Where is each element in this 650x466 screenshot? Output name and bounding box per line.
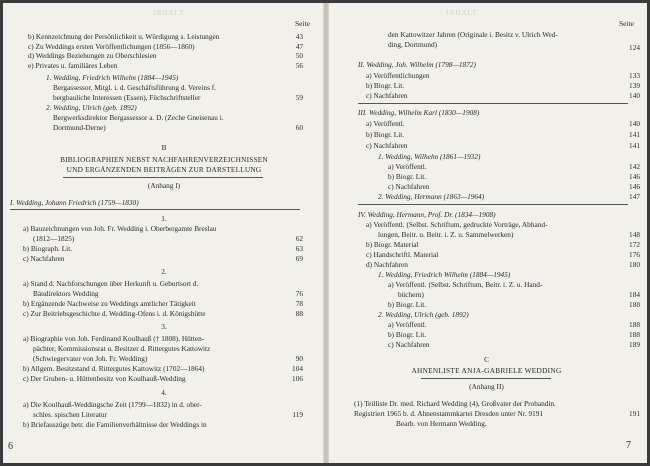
toc-entry: 1. Wedding, Friedrich Wilhelm (1884—1945) (46, 73, 179, 82)
toc-page-number: 59 (295, 93, 303, 102)
toc-entry: büchern) (398, 290, 424, 299)
toc-entry: d) Weddings Beziehungen zu Oberschlesien (28, 51, 157, 60)
toc-page-number: 176 (629, 250, 640, 259)
subsection-number: 3. (161, 322, 167, 331)
toc-entry: b) Biogr. Lit. (388, 300, 427, 309)
toc-entry: a) Biographie von Joh. Ferdinand Koulhauß († 1808). Hütten- (23, 334, 205, 343)
toc-entry: a) Veröffentl. (Selbst. Schriftum, Beitr. i. Z. u. Hand- (388, 280, 543, 289)
toc-entry: schles. spischen Literatur (33, 410, 107, 419)
divider (63, 177, 263, 178)
toc-page-number: 172 (629, 240, 640, 249)
toc-entry: b) Biogr. Lit. (388, 330, 427, 339)
toc-entry: 1. Wedding, Wilhelm (1861—1932) (378, 152, 481, 161)
toc-page-number: 147 (629, 192, 640, 201)
toc-entry: den Kattowitzer Jahren (Originale i. Besitz v. Ulrich Wed- (388, 30, 558, 39)
toc-page-number: 43 (295, 32, 303, 41)
toc-entry: c) Nachfahren (366, 91, 408, 100)
toc-page-number: 188 (629, 300, 640, 309)
toc-page-number: 188 (629, 320, 640, 329)
toc-entry: c) Der Gruben- u. Hüttenbesitz von Koulhauß-Wedding (23, 374, 186, 383)
toc-entry: a) Veröffentl. (388, 162, 427, 171)
divider (421, 378, 551, 379)
toc-entry: a) Veröffentl. (Selbst. Schriftum, gedruckte Vorträge, Abhand- (366, 220, 548, 229)
toc-entry: Dortmund-Derne) (53, 123, 106, 132)
divider (358, 103, 628, 104)
toc-entry: b) Biogr. Lit. (366, 130, 405, 139)
page-number: 7 (626, 440, 631, 451)
toc-entry: c) Zu Weddings ersten Veröffentlichungen (1856—1860) (28, 42, 195, 51)
subsection-number: 1. (161, 214, 167, 223)
toc-page-number: 140 (629, 91, 640, 100)
appendix-label: (Anhang I) (147, 181, 181, 190)
toc-page-number: 141 (629, 141, 640, 150)
divider (358, 204, 628, 205)
toc-entry: Registriert 1965 b. d. Ahnenstammkartei Dresden unter Nr. 9191 (354, 409, 544, 418)
toc-page-number: 78 (295, 299, 303, 308)
toc-page-number: 146 (629, 172, 640, 181)
left-page (3, 3, 325, 463)
toc-page-number: 140 (629, 119, 640, 128)
toc-entry: III. Wedding, Wilhelm Karl (1830—1908) (358, 108, 480, 117)
toc-entry: c) Zur Beitriebsgeschichte d. Wedding-Ofens i. d. Königshütte (23, 309, 206, 318)
bleed-through-header: INHALT (153, 9, 185, 17)
toc-entry: a) Veröffentl. (366, 119, 405, 128)
subsection-number: 4. (161, 388, 167, 397)
toc-page-number: 142 (629, 162, 640, 171)
toc-entry: b) Biogr. Lit. (388, 172, 427, 181)
toc-page-number: 141 (629, 130, 640, 139)
toc-entry: a) Stand d. Nachforschungen über Herkunft u. Geburtsort d. (23, 279, 199, 288)
toc-entry: Bäudirektors Wedding (33, 289, 99, 298)
bleed-through-header: INHALT (446, 9, 478, 17)
toc-entry: c) Handschriftl. Material (366, 250, 439, 259)
toc-entry: 2. Wedding, Ulrich (geb. 1892) (378, 310, 469, 319)
toc-entry: lungen, Beitr. u. Beitr. i. Z. u. Sammelwerken) (378, 230, 514, 239)
subsection-number: 2. (161, 267, 167, 276)
toc-page-number: 148 (629, 230, 640, 239)
toc-entry: IV. Wedding, Hermann, Prof. Dr. (1834—1908) (358, 210, 496, 219)
toc-page-number: 139 (629, 81, 640, 90)
toc-entry: e) Privates u. familiäres Leben (28, 61, 118, 70)
toc-page-number: 69 (295, 254, 303, 263)
toc-page-number: 76 (295, 289, 303, 298)
toc-entry: II. Wedding, Joh. Wilhelm (1798—1872) (358, 60, 476, 69)
toc-entry: c) Nachfahren (388, 182, 430, 191)
toc-entry: (1812—1825) (33, 234, 75, 243)
toc-entry: ding, Dortmund) (388, 40, 438, 49)
appendix-label: (Anhang II) (469, 382, 504, 391)
toc-page-number: 133 (629, 71, 640, 80)
seite-label: Seite (619, 19, 634, 28)
toc-page-number: 47 (295, 42, 303, 51)
toc-page-number: 63 (295, 244, 303, 253)
toc-entry: b) Biogr. Material (366, 240, 419, 249)
toc-page-number: 191 (629, 409, 640, 418)
toc-entry: d) Nachfahren (366, 260, 408, 269)
toc-page-number: 88 (295, 309, 303, 318)
toc-page-number: 106 (292, 374, 303, 383)
toc-entry: 1. Wedding, Friedrich Wilhelm (1884—1945) (378, 270, 511, 279)
toc-entry: a) Veröffentl. (388, 320, 427, 329)
toc-entry: b) Ergänzende Nachweise zu Weddings amtlicher Tätigkeit (23, 299, 196, 308)
toc-entry: c) Nachfahren (366, 141, 408, 150)
section-heading: UND ERGÄNZENDEN BEITRÄGEN ZUR DARSTELLUNG (66, 165, 262, 174)
section-letter: C (484, 355, 489, 364)
toc-entry: b) Biogr. Lit. (366, 81, 405, 90)
toc-page-number: 189 (629, 340, 640, 349)
seite-label: Seite (295, 19, 310, 28)
toc-entry: c) Nachfahren (388, 340, 430, 349)
toc-page-number: 180 (629, 260, 640, 269)
toc-entry: Bergassessor, Mitgl. i. d. Geschäftsführung d. Vereins f. (53, 83, 216, 92)
toc-entry: (Schwiegervater von Joh. Fr. Wedding) (33, 354, 148, 363)
toc-page-number: 124 (629, 43, 640, 52)
right-page (326, 3, 647, 463)
toc-entry: (1) Teilliste Dr. med. Richard Wedding (4), Großvater der Probandin. (354, 399, 556, 408)
page-number: 6 (8, 441, 13, 452)
toc-entry: bergbauliche Interessen (Essen), Füchschriftsteller (53, 93, 201, 102)
toc-page-number: 90 (295, 354, 303, 363)
toc-entry: a) Veröffentlichungen (366, 71, 430, 80)
toc-entry: c) Nachfahren (23, 254, 65, 263)
toc-page-number: 104 (292, 364, 303, 373)
book-spread (3, 3, 647, 463)
section-heading: BIBLIOGRAPHIEN NEBST NACHFAHRENVERZEICHNISSEN (60, 155, 268, 164)
section-heading: AHNENLISTE ANJA-GABRIELE WEDDING (411, 366, 562, 375)
toc-page-number: 184 (629, 290, 640, 299)
divider (10, 209, 300, 210)
toc-page-number: 56 (295, 61, 303, 70)
toc-page-number: 119 (292, 410, 303, 419)
toc-page-number: 60 (295, 123, 303, 132)
toc-page-number: 146 (629, 182, 640, 191)
toc-page-number: 188 (629, 330, 640, 339)
toc-entry: b) Allgem. Besitzstand d. Rittergutes Kattowitz (1702—1864) (23, 364, 205, 373)
toc-entry: I. Wedding, Johann Friedrich (1759—1830) (10, 198, 139, 207)
toc-entry: Bergwerksdirektor Bergassessor a. D. (Zeche Gneisenau i. (53, 113, 224, 122)
toc-entry: b) Biograph. Lit. (23, 244, 73, 253)
toc-entry: a) Bauzeichnungen von Joh. Fr. Wedding i. Oberbergamte Breslau (23, 224, 217, 233)
toc-entry: b) Briefauszüge betr. die Familienverhältnisse der Weddings in (23, 420, 207, 429)
toc-entry: Bearb. von Hermann Wedding. (396, 419, 487, 428)
toc-page-number: 50 (295, 51, 303, 60)
section-letter: B (161, 143, 167, 152)
toc-entry: 2. Wedding, Ulrich (geb. 1892) (46, 103, 137, 112)
toc-entry: b) Kennzeichnung der Persönlichkeit u. Würdigung s. Leistungen (28, 32, 220, 41)
toc-page-number: 62 (295, 234, 303, 243)
toc-entry: a) Die Koulhauß-Weddingsche Zeit (1799—1832) in d. ober- (23, 400, 202, 409)
toc-entry: 2. Wedding, Hermann (1863—1964) (378, 192, 485, 201)
toc-entry: pächter, Kommissionsrat u. Besitzer d. Rittergutes Kattowitz (33, 344, 211, 353)
